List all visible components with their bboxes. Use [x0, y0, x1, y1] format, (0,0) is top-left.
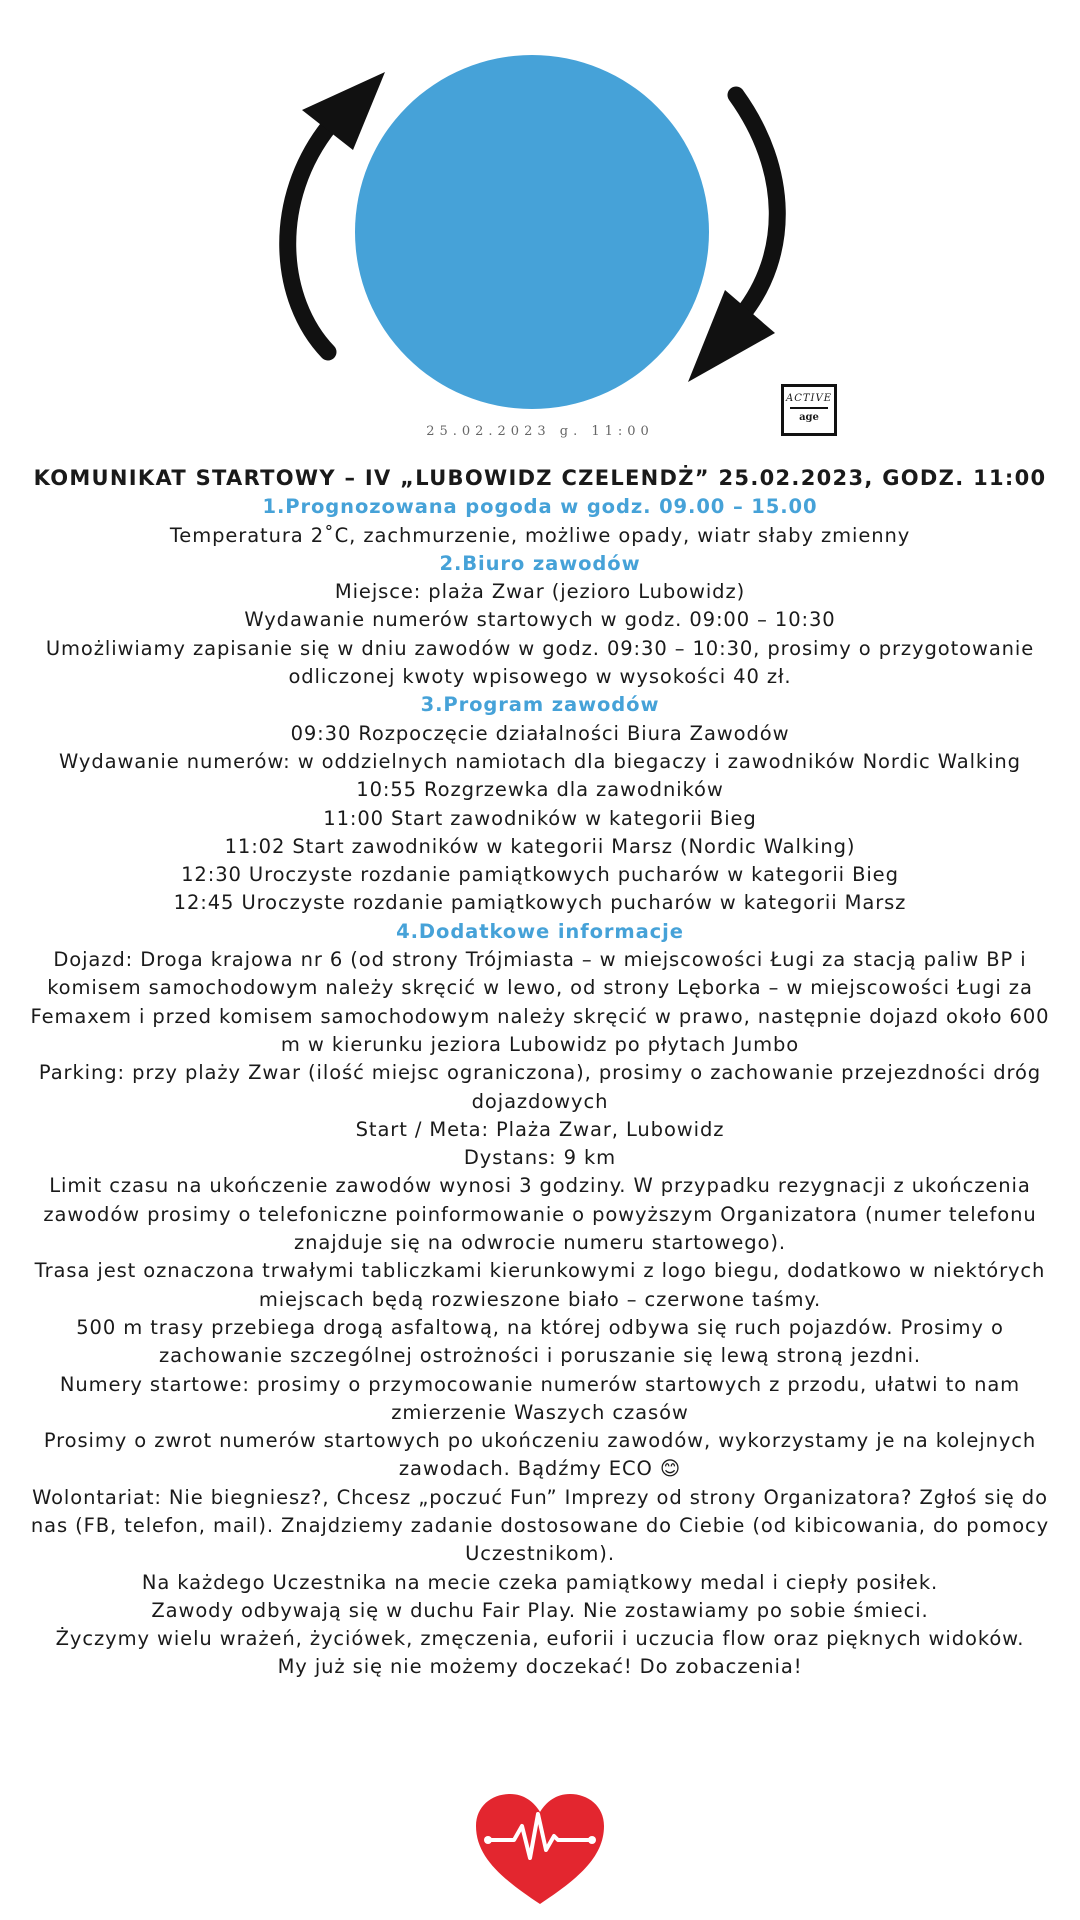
blue-circle	[355, 55, 709, 409]
section-heading-program: 3.Program zawodów	[420, 693, 660, 717]
paragraph: Prosimy o zwrot numerów startowych po ukończeniu zawodów, wykorzystamy je na kolejnych zawodach. Bądźmy ECO 😊	[43, 1429, 1037, 1481]
paragraph: 11:02 Start zawodników w kategorii Marsz (Nordic Walking)	[224, 834, 856, 858]
logo-line2: age	[799, 412, 819, 423]
paragraph: Życzymy wielu wrażeń, życiówek, zmęczenia, euforii i uczucia flow oraz pięknych widoków.	[55, 1627, 1025, 1651]
paragraph: Trasa jest oznaczona trwałymi tabliczkami kierunkowymi z logo biegu, dodatkowo w niektórych miejscach będą rozwieszone biało – czerwone taśmy.	[34, 1259, 1046, 1311]
section-heading-info: 4.Dodatkowe informacje	[396, 919, 684, 943]
paragraph: Dystans: 9 km	[463, 1146, 617, 1170]
right-arrow-head	[688, 290, 775, 382]
page-title: KOMUNIKAT STARTOWY – IV „LUBOWIDZ CZELENDŻ” 25.02.2023, GODZ. 11:00	[33, 466, 1047, 490]
paragraph: Wolontariat: Nie biegniesz?, Chcesz „poczuć Fun” Imprezy od strony Organizatora? Zgłoś się do nas (FB, telefon, mail). Znajdziemy zadanie dostosowane do Ciebie (od kibicowania, do pomocy Uczestnikom).	[30, 1485, 1050, 1566]
paragraph: Start / Meta: Plaża Zwar, Lubowidz	[355, 1117, 725, 1141]
paragraph: Temperatura 2˚C, zachmurzenie, możliwe opady, wiatr słaby zmienny	[169, 523, 911, 547]
paragraph: Limit czasu na ukończenie zawodów wynosi 3 godziny. W przypadku rezygnacji z ukończenia zawodów prosimy o telefoniczne poinformowanie o powyższym Organizatora (numer telefonu znajduje się na odwrocie numeru startowego).	[43, 1174, 1037, 1255]
paragraph: Umożliwiamy zapisanie się w dniu zawodów w godz. 09:30 – 10:30, prosimy o przygotowanie odliczonej kwoty wpisowego w wysokości 40 zł.	[45, 636, 1035, 689]
paragraph: Wydawanie numerów startowych w godz. 09:00 – 10:30	[244, 608, 836, 632]
cycle-arrows-icon	[0, 0, 1080, 460]
paragraph: Numery startowe: prosimy o przymocowanie numerów startowych z przodu, ułatwi to nam zmierzenie Waszych czasów	[59, 1372, 1021, 1424]
hero-graphic	[0, 0, 1080, 460]
logo-line1: ACTIVE	[785, 393, 832, 404]
paragraph: 500 m trasy przebiega drogą asfaltową, na której odbywa się ruch pojazdów. Prosimy o zachowanie szczególnej ostrożności i poruszanie się lewą stroną jezdni.	[76, 1315, 1004, 1368]
left-arrow-shaft	[288, 125, 330, 352]
paragraph: Miejsce: plaża Zwar (jezioro Lubowidz)	[334, 580, 746, 604]
paragraph: Wydawanie numerów: w oddzielnych namiotach dla biegaczy i zawodników Nordic Walking	[59, 749, 1021, 773]
paragraph: 11:00 Start zawodników w kategorii Bieg	[323, 806, 757, 830]
section-heading-weather: 1.Prognozowana pogoda w godz. 09.00 – 15.00	[262, 495, 818, 519]
paragraph: 10:55 Rozgrzewka dla zawodników	[356, 778, 724, 802]
paragraph: 12:30 Uroczyste rozdanie pamiątkowych pucharów w kategorii Bieg	[181, 863, 899, 887]
paragraph: Zawody odbywają się w duchu Fair Play. Nie zostawiamy po sobie śmieci.	[151, 1598, 929, 1622]
paragraph: Na każdego Uczestnika na mecie czeka pamiątkowy medal i ciepły posiłek.	[141, 1570, 939, 1594]
paragraph: 12:45 Uroczyste rozdanie pamiątkowych pucharów w kategorii Marsz	[173, 891, 907, 915]
paragraph: My już się nie możemy doczekać! Do zobaczenia!	[277, 1655, 803, 1679]
date-tag: 25.02.2023 g. 11:00	[426, 424, 654, 439]
paragraph: Parking: przy plaży Zwar (ilość miejsc ograniczona), prosimy o zachowanie przejezdności dróg dojazdowych	[38, 1061, 1042, 1113]
heart-pulse-icon	[474, 1792, 606, 1908]
right-arrow-shaft	[736, 95, 777, 315]
paragraph: 09:30 Rozpoczęcie działalności Biura Zawodów	[290, 721, 790, 745]
paragraph: Dojazd: Droga krajowa nr 6 (od strony Trójmiasta – w miejscowości Ługi za stacją paliw BP i komisem samochodowym należy skręcić w lewo, od strony Lęborka – w miejscowości Ługi za Femaxem i przed komisem samochodowym należy skręcić w prawo, następnie dojazd około 600 m w kierunku jeziora Lubowidz po płytach Jumbo	[30, 948, 1050, 1056]
section-heading-office: 2.Biuro zawodów	[439, 551, 641, 575]
announcement-content	[30, 464, 1050, 1682]
heart-shape	[476, 1794, 604, 1904]
